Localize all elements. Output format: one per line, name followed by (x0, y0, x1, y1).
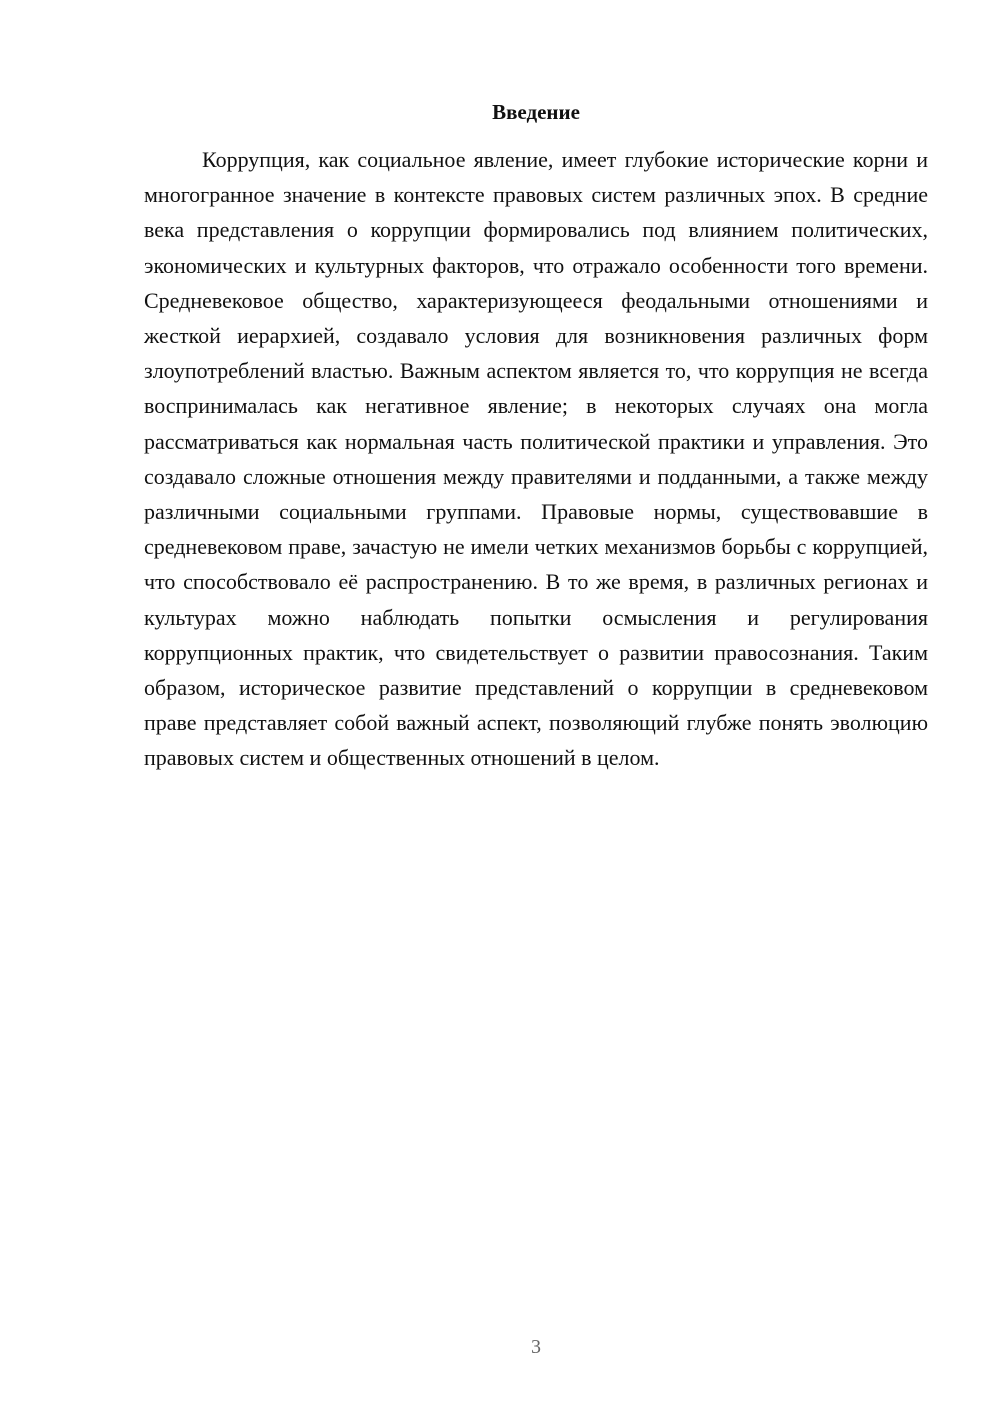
body-paragraph: Коррупция, как социальное явление, имеет глубокие исторические корни и многогранное значение в контексте правовых систем различных эпох. В средние века представления о коррупции формировались под влиянием политических, экономических и культурных факторов, что отражало особенности того времени. Средневековое общество, характеризующееся феодальными отношениями и жесткой иерархией, создавало условия для возникновения различных форм злоупотреблений властью. Важным аспектом является то, что коррупция не всегда воспринималась как негативное явление; в некоторых случаях она могла рассматриваться как нормальная часть политической практики и управления. Это создавало сложные отношения между правителями и подданными, а также между различными социальными группами. Правовые нормы, существовавшие в средневековом праве, зачастую не имели четких механизмов борьбы с коррупцией, что способствовало её распространению. В то же время, в различных регионах и культурах можно наблюдать попытки осмысления и регулирования коррупционных практик, что свидетельствует о развитии правосознания. Таким образом, историческое развитие представлений о коррупции в средневековом праве представляет собой важный аспект, позволяющий глубже понять эволюцию правовых систем и общественных отношений в целом. (144, 147, 928, 771)
page-number: 3 (531, 1336, 541, 1358)
section-heading: Введение (492, 100, 580, 124)
